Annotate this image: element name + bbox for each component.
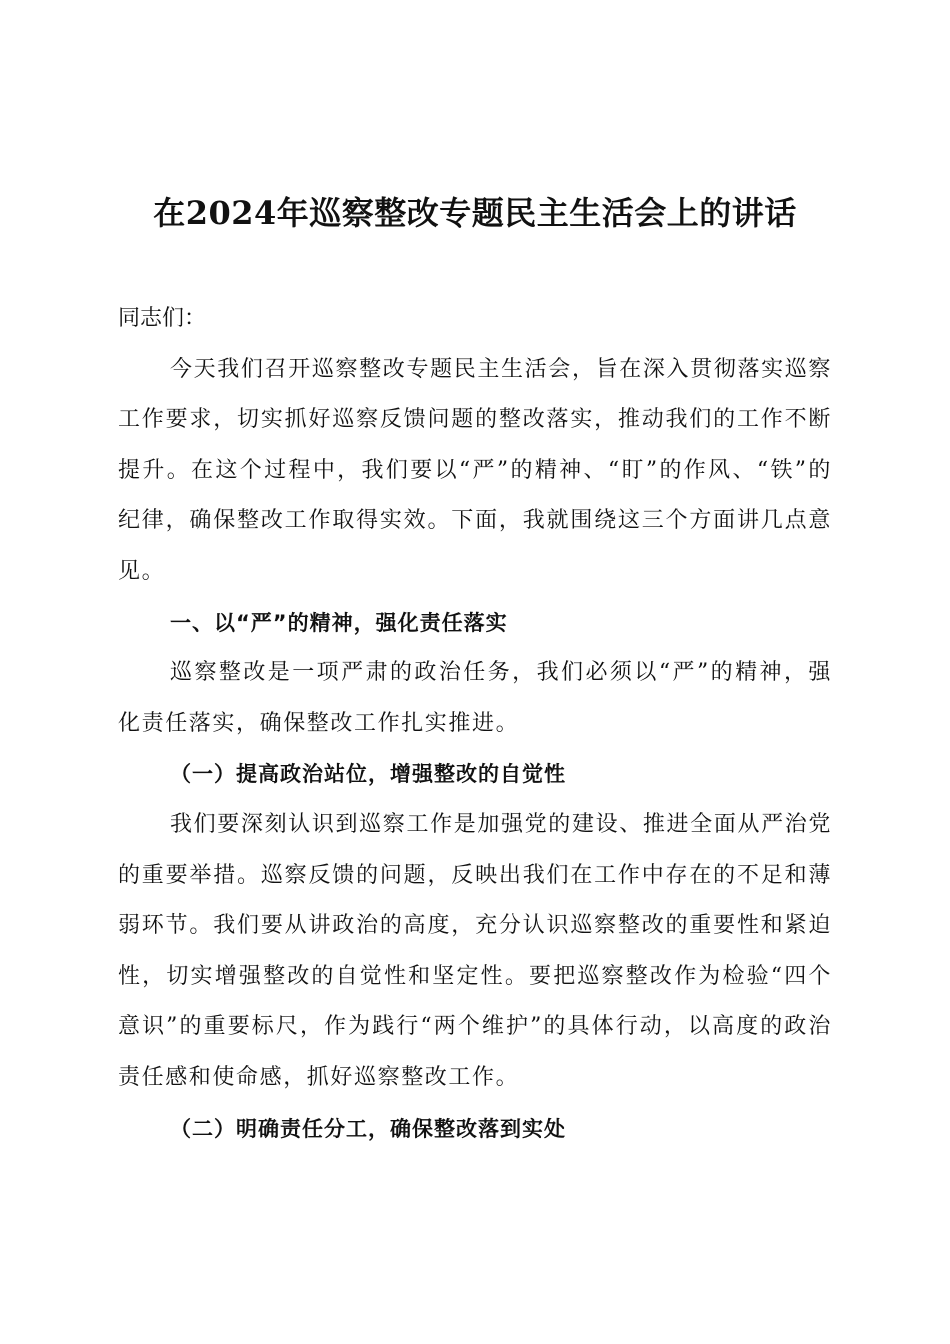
salutation: 同志们： [118, 306, 207, 331]
section-heading-1: 一、以“严”的精神，强化责任落实 [170, 610, 508, 635]
subsection-heading-2: （二）明确责任分工，确保整改落到实处 [170, 1115, 566, 1141]
intro-paragraph: 今天我们召开巡察整改专题民主生活会，旨在深入贯彻落实巡察工作要求，切实抓好巡察反馈问题的整改落实，推动我们的工作不断提升。在这个过程中，我们要以“严”的精神、“盯”的作风、“铁”的纪律，确保整改工作取得实效。下面，我就围绕这三个方面讲几点意见。 [118, 356, 832, 584]
section-1-lead-paragraph: 巡察整改是一项严肃的政治任务，我们必须以“严”的精神，强化责任落实，确保整改工作扎实推进。 [118, 660, 832, 736]
subsection-heading-1: （一）提高政治站位，增强整改的自觉性 [170, 761, 566, 787]
document-title: 在2024年巡察整改专题民主生活会上的讲话 [153, 194, 797, 232]
subsection-1-paragraph: 我们要深刻认识到巡察工作是加强党的建设、推进全面从严治党的重要举措。巡察反馈的问题，反映出我们在工作中存在的不足和薄弱环节。我们要从讲政治的高度，充分认识巡察整改的重要性和紧迫性，切实增强整改的自觉性和坚定性。要把巡察整改作为检验“四个意识”的重要标尺，作为践行“两个维护”的具体行动，以高度的政治责任感和使命感，抓好巡察整改工作。 [118, 811, 832, 1090]
document-body [118, 294, 832, 1154]
